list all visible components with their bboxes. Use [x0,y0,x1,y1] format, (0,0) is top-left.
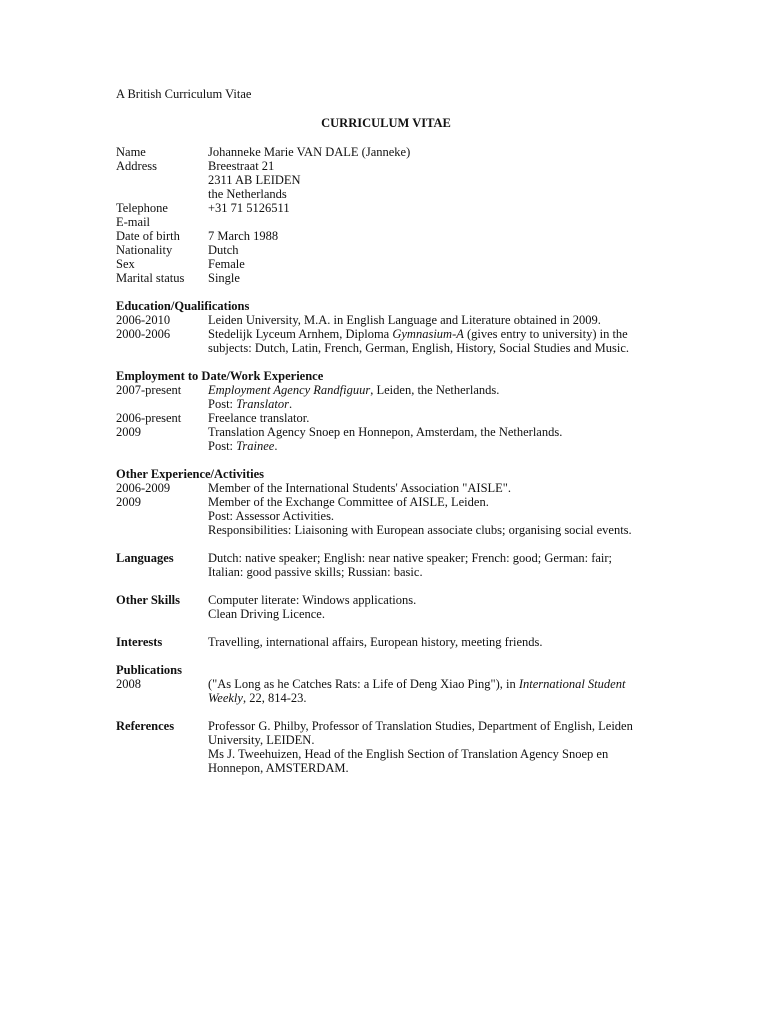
address-row [116,159,656,201]
publication-journal-cont: Weekly [208,691,243,705]
other-experience-heading: Other Experience/Activities [116,467,264,481]
other-experience-line: Responsibilities: Liaisoning with European associate clubs; organising social events. [208,523,632,537]
other-skills-row [116,593,656,621]
publication-journal: International Student [518,677,626,691]
other-skills-line: Clean Driving Licence. [208,607,325,621]
employment-entry [116,383,656,411]
address-label: Address [116,159,157,173]
section-spacer [116,705,656,719]
interests-value: Travelling, international affairs, European history, meeting friends. [208,635,543,649]
publication-text [208,677,656,705]
other-skills-label: Other Skills [116,593,181,607]
reference-line: Honnepon, AMSTERDAM. [208,761,349,775]
document-caption: A British Curriculum Vitae [116,87,252,101]
other-skills-value [208,593,656,621]
section-spacer [116,579,656,593]
references-label: References [116,719,175,733]
document-title: CURRICULUM VITAE [321,116,451,130]
education-period: 2006-2010 [116,313,171,327]
post-label: Post: [208,397,237,411]
languages-value [208,551,656,579]
education-entry [116,327,656,355]
employer-location: , Leiden, the Netherlands. [370,383,500,397]
address-line: 2311 AB LEIDEN [208,173,301,187]
sex-label: Sex [116,257,135,271]
employer-name: Employment Agency Randfiguur [208,383,371,397]
employment-entry [116,411,656,425]
marital-status-value: Single [208,271,240,285]
employment-text [208,425,656,453]
address-line: the Netherlands [208,187,287,201]
marital-status-label: Marital status [116,271,185,285]
employment-post [208,397,656,411]
employment-entry [116,425,656,453]
references-value [208,719,656,775]
reference-line: University, LEIDEN. [208,733,315,747]
post-title: Trainee [236,439,275,453]
other-experience-text: Member of the International Students' Association "AISLE". [208,481,512,495]
employment-period: 2007-present [116,383,182,397]
education-text: Leiden University, M.A. in English Language and Literature obtained in 2009. [208,313,601,327]
other-experience-text [208,495,656,537]
employment-period: 2009 [116,425,141,439]
address-value [208,159,656,201]
employment-text: Freelance translator. [208,411,310,425]
employment-post [208,439,656,453]
other-skills-line: Computer literate: Windows applications. [208,593,417,607]
education-text-pre: Stedelijk Lyceum Arnhem, Diploma [208,327,393,341]
other-experience-line: Post: Assessor Activities. [208,509,335,523]
nationality-row [116,243,656,257]
languages-label: Languages [116,551,174,565]
education-heading: Education/Qualifications [116,299,250,313]
reference-line: Ms J. Tweehuizen, Head of the English Section of Translation Agency Snoep en [208,747,609,761]
other-experience-period: 2006-2009 [116,481,171,495]
address-line: Breestraat 21 [208,159,275,173]
reference-line: Professor G. Philby, Professor of Translation Studies, Department of English, Leiden [208,719,633,733]
languages-line: Italian: good passive skills; Russian: basic. [208,565,423,579]
marital-status-row [116,271,656,285]
other-experience-line: Member of the Exchange Committee of AISLE, Leiden. [208,495,489,509]
name-value: Johanneke Marie VAN DALE (Janneke) [208,145,411,159]
education-text [208,327,656,355]
cv-document [116,87,656,775]
section-spacer [116,537,656,551]
references-row [116,719,656,775]
other-experience-entry [116,481,656,495]
nationality-value: Dutch [208,243,239,257]
dob-row [116,229,656,243]
other-experience-period: 2009 [116,495,141,509]
name-label: Name [116,145,146,159]
education-text-post: (gives entry to university) in the [463,327,628,341]
post-end: . [288,397,293,411]
publication-entry [116,677,656,705]
telephone-label: Telephone [116,201,168,215]
employer-line: Translation Agency Snoep en Honnepon, Amsterdam, the Netherlands. [208,425,563,439]
employment-text [208,383,656,411]
dob-value: 7 March 1988 [208,229,279,243]
section-spacer [116,621,656,635]
email-row [116,215,656,229]
publications-heading: Publications [116,663,182,677]
other-experience-entry [116,495,656,537]
publication-line2 [208,691,656,705]
nationality-label: Nationality [116,243,173,257]
education-diploma-name: Gymnasium-A [392,327,464,341]
publication-year: 2008 [116,677,141,691]
telephone-value: +31 71 5126511 [208,201,290,215]
dob-label: Date of birth [116,229,180,243]
email-label: E-mail [116,215,151,229]
languages-line: Dutch: native speaker; English: near native speaker; French: good; German: fair; [208,551,613,565]
telephone-row [116,201,656,215]
name-row [116,145,656,159]
education-period: 2000-2006 [116,327,171,341]
languages-row [116,551,656,579]
employment-heading: Employment to Date/Work Experience [116,369,324,383]
post-end: . [274,439,278,453]
education-entry [116,313,656,327]
post-title: Translator [236,397,289,411]
education-subjects: subjects: Dutch, Latin, French, German, English, History, Social Studies and Music. [208,341,630,355]
publication-citation: , 22, 814-23. [242,691,307,705]
employment-period: 2006-present [116,411,182,425]
publication-title: ("As Long as he Catches Rats: a Life of Deng Xiao Ping"), in [208,677,519,691]
interests-row [116,635,656,649]
sex-value: Female [208,257,245,271]
post-label: Post: [208,439,237,453]
interests-label: Interests [116,635,163,649]
sex-row [116,257,656,271]
